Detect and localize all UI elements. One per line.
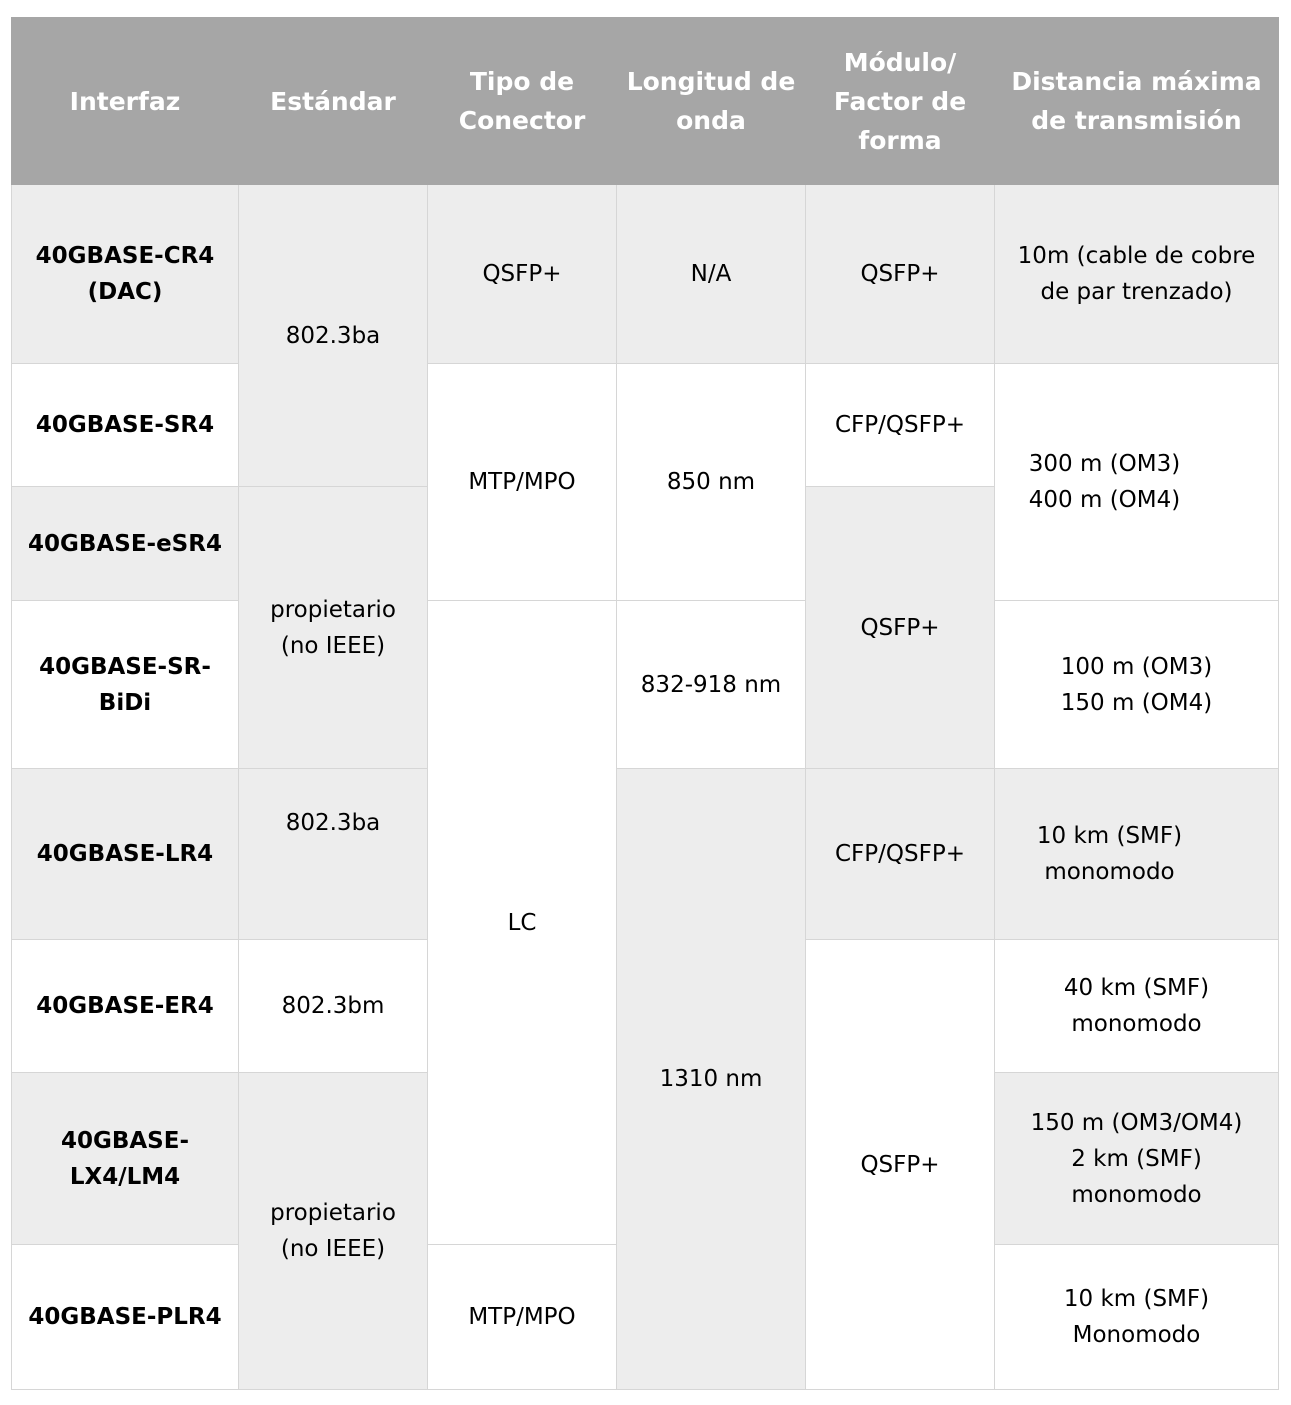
standard-cell: 802.3bm (239, 940, 428, 1073)
header-module: Módulo/ Factor de forma (806, 18, 995, 185)
distance-cell: 100 m (OM3) 150 m (OM4) (995, 601, 1279, 769)
module-cell: QSFP+ (806, 940, 995, 1390)
connector-cell: QSFP+ (428, 185, 617, 364)
header-interface: Interfaz (12, 18, 239, 185)
interface-cell: 40GBASE-LR4 (12, 769, 239, 940)
distance-cell: 300 m (OM3) 400 m (OM4) (995, 364, 1279, 601)
header-connector: Tipo de Conector (428, 18, 617, 185)
header-distance: Distancia máxima de transmisión (995, 18, 1279, 185)
module-cell: QSFP+ (806, 185, 995, 364)
connector-cell: MTP/MPO (428, 364, 617, 601)
wavelength-cell: N/A (617, 185, 806, 364)
standard-cell: propietario (no IEEE) (239, 487, 428, 769)
standard-cell: 802.3ba (239, 185, 428, 487)
interface-cell: 40GBASE-ER4 (12, 940, 239, 1073)
interface-cell: 40GBASE-SR4 (12, 364, 239, 487)
interface-cell: 40GBASE- LX4/LM4 (12, 1073, 239, 1245)
distance-cell: 40 km (SMF) monomodo (995, 940, 1279, 1073)
wavelength-cell: 832-918 nm (617, 601, 806, 769)
interface-cell: 40GBASE-CR4 (DAC) (12, 185, 239, 364)
spec-table (11, 17, 1279, 1390)
table-row (12, 601, 1279, 769)
header-standard: Estándar (239, 18, 428, 185)
distance-cell: 150 m (OM3/OM4) 2 km (SMF) monomodo (995, 1073, 1279, 1245)
header-row (12, 18, 1279, 185)
distance-cell: 10 km (SMF) monomodo (995, 769, 1279, 940)
standard-cell: 802.3ba (239, 769, 428, 940)
distance-cell: 10 km (SMF) Monomodo (995, 1245, 1279, 1390)
distance-cell: 10m (cable de cobre de par trenzado) (995, 185, 1279, 364)
module-cell: CFP/QSFP+ (806, 769, 995, 940)
interface-cell: 40GBASE-eSR4 (12, 487, 239, 601)
module-cell: QSFP+ (806, 487, 995, 769)
wavelength-cell: 1310 nm (617, 769, 806, 1390)
table-row (12, 769, 1279, 940)
wavelength-cell: 850 nm (617, 364, 806, 601)
table-row (12, 185, 1279, 364)
standard-cell: propietario (no IEEE) (239, 1073, 428, 1390)
module-cell: CFP/QSFP+ (806, 364, 995, 487)
table-row (12, 364, 1279, 487)
interface-cell: 40GBASE-PLR4 (12, 1245, 239, 1390)
header-wavelength: Longitud de onda (617, 18, 806, 185)
connector-cell: LC (428, 601, 617, 1245)
interface-cell: 40GBASE-SR- BiDi (12, 601, 239, 769)
connector-cell: MTP/MPO (428, 1245, 617, 1390)
